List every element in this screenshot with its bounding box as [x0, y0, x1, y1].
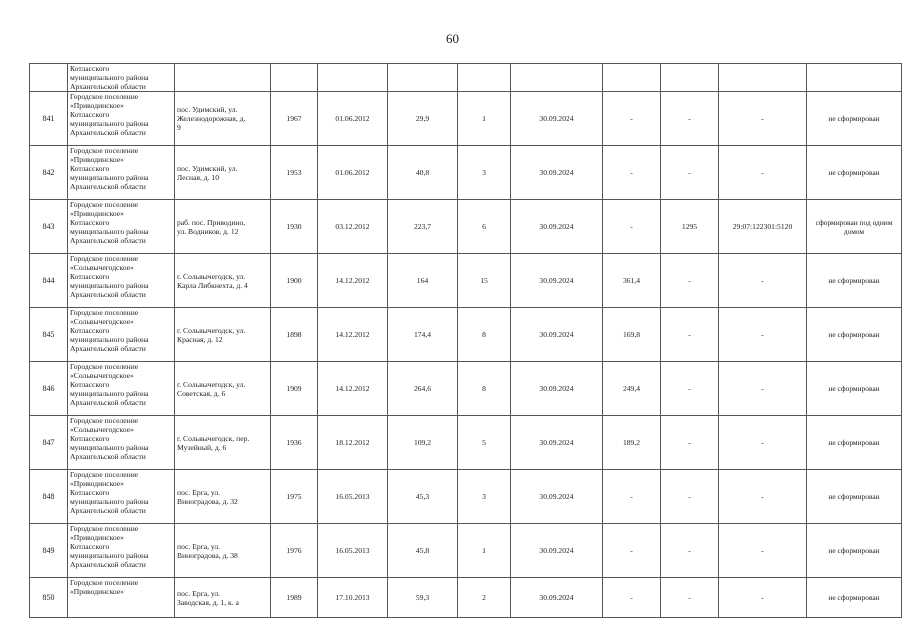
cell-date: 01.06.2012 [318, 146, 388, 200]
cell-status: сформирован под одним домом [807, 200, 902, 254]
cell-year: 1936 [271, 416, 318, 470]
cell-col9: 189,2 [603, 416, 661, 470]
cell-municipality-line: Архангельской области [70, 506, 146, 515]
cell-address [175, 362, 271, 416]
cell-date: 16.05.2013 [318, 470, 388, 524]
cell-number: 841 [30, 92, 68, 146]
cell-status: не сформирован [807, 362, 902, 416]
cell-municipality: Котласского муниципального района Архангельской области [68, 64, 175, 92]
table-row [30, 362, 902, 416]
table-row [30, 578, 902, 618]
cell-address [175, 578, 271, 618]
cell-municipality-line: Котласского [70, 542, 110, 551]
cell-date: 14.12.2012 [318, 254, 388, 308]
cell-status: не сформирован [807, 308, 902, 362]
cell-municipality [68, 524, 175, 578]
cell-people: 1 [458, 92, 511, 146]
cell-col10: - [661, 416, 719, 470]
cell-address-line: г. Сольвычегодск, ул. [177, 271, 246, 281]
cell-address-line: Железнодорожная, д. [177, 114, 246, 123]
cell-address-line: Лесная, д. 10 [177, 172, 220, 182]
cell-number: 847 [30, 416, 68, 470]
cell-municipality-line: Городское поселение [70, 470, 139, 479]
cell-address-line: г. Сольвычегодск, пер. [177, 433, 250, 443]
table-row [30, 146, 902, 200]
cell-number: 842 [30, 146, 68, 200]
cell-municipality-line: Архангельской области [70, 344, 146, 353]
cell-status: не сформирован [807, 470, 902, 524]
cell-cadastral: - [719, 416, 807, 470]
cell-status: не сформирован [807, 92, 902, 146]
cell-status: не сформирован [807, 146, 902, 200]
cell-deadline: 30.09.2024 [511, 254, 603, 308]
cell-deadline: 30.09.2024 [511, 308, 603, 362]
cell-year: 1930 [271, 200, 318, 254]
cell-municipality-line: Архангельской области [70, 182, 146, 191]
cell-area: 45,3 [388, 470, 458, 524]
cell-date: 17.10.2013 [318, 578, 388, 618]
cell-deadline: 30.09.2024 [511, 416, 603, 470]
cell-area: 29,9 [388, 92, 458, 146]
cell-people: 1 [458, 524, 511, 578]
cell-number: 849 [30, 524, 68, 578]
cell-address [175, 92, 271, 146]
cell-municipality-line: Котласского [70, 380, 110, 389]
cell-municipality [68, 470, 175, 524]
cell-date: 14.12.2012 [318, 308, 388, 362]
cell-col10: - [661, 524, 719, 578]
table-row-continued [30, 64, 902, 92]
cell-municipality-line: «Приводинское» [70, 101, 124, 110]
cell-municipality-line: муниципального района [70, 443, 149, 452]
cell-cadastral: - [719, 254, 807, 308]
cell-people: 15 [458, 254, 511, 308]
cell-address [175, 524, 271, 578]
cell-area: 264,6 [388, 362, 458, 416]
cell-people: 3 [458, 146, 511, 200]
cell-col9: - [603, 92, 661, 146]
cell-year: 1909 [271, 362, 318, 416]
cell-deadline: 30.09.2024 [511, 146, 603, 200]
table-row [30, 416, 902, 470]
cell-number: 846 [30, 362, 68, 416]
cell-municipality-line: Котласского [70, 434, 110, 443]
cell-municipality-line: муниципального района [70, 497, 149, 506]
cell-year: 1953 [271, 146, 318, 200]
cell-municipality [68, 416, 175, 470]
cell-col10: - [661, 578, 719, 618]
cell-municipality-line: муниципального района [70, 551, 149, 560]
cell-address [175, 416, 271, 470]
cell-col10: - [661, 146, 719, 200]
table-row [30, 470, 902, 524]
cell-people: 2 [458, 578, 511, 618]
cell-municipality-line: муниципального района [70, 173, 149, 182]
cell-people: 5 [458, 416, 511, 470]
cell-municipality-line: Котласского [70, 488, 110, 497]
cell-col9: - [603, 200, 661, 254]
cell-status: не сформирован [807, 254, 902, 308]
cell-col9: - [603, 524, 661, 578]
cell-municipality-line: Архангельской области [70, 236, 146, 245]
cell-col10: - [661, 92, 719, 146]
cell-area: 164 [388, 254, 458, 308]
cell-cadastral: - [719, 470, 807, 524]
cell-municipality-line: муниципального района [70, 119, 149, 128]
cell-municipality-line: «Сольвычегодское» [70, 371, 134, 380]
cell-address-line: пос. Ерга, ул. [177, 541, 221, 551]
cell-municipality-line: «Приводинское» [70, 155, 124, 164]
table-row [30, 524, 902, 578]
cell-municipality-line: Котласского [70, 164, 110, 173]
cell-municipality-line: Городское поселение [70, 362, 139, 371]
cell-people: 8 [458, 308, 511, 362]
cell-col9: 361,4 [603, 254, 661, 308]
table-row [30, 92, 902, 146]
cell-address-line: 9 [177, 123, 181, 132]
cell-cadastral: - [719, 578, 807, 618]
cell-col9: - [603, 146, 661, 200]
cell-status: не сформирован [807, 416, 902, 470]
cell-cadastral: - [719, 308, 807, 362]
cell-municipality-line: Котласского [70, 326, 110, 335]
cell-address [175, 146, 271, 200]
cell-col9: 169,8 [603, 308, 661, 362]
cell-number: 850 [30, 578, 68, 618]
cell-municipality-line: Архангельской области [70, 560, 146, 569]
cell-municipality-line: Котласского [70, 110, 110, 119]
cell-address-line: пос. Удимский, ул. [177, 163, 238, 173]
cell-municipality-line: муниципального района [70, 389, 149, 398]
cell-municipality [68, 308, 175, 362]
cell-municipality-line: Архангельской области [70, 398, 146, 407]
cell-municipality-line: Городское поселение [70, 92, 139, 101]
cell-date: 03.12.2012 [318, 200, 388, 254]
cell-address-line: раб. пос. Приводино, [177, 217, 246, 227]
cell-municipality-line: Городское поселение [70, 416, 139, 425]
cell-date: 14.12.2012 [318, 362, 388, 416]
cell-col9: 249,4 [603, 362, 661, 416]
cell-area: 45,8 [388, 524, 458, 578]
cell-municipality-line: муниципального района [70, 281, 149, 290]
cell-address [175, 254, 271, 308]
cell-area: 40,8 [388, 146, 458, 200]
cell-col10: - [661, 254, 719, 308]
cell-address-line: Красная, д. 12 [177, 334, 223, 344]
table-row [30, 254, 902, 308]
cell-municipality-line: Архангельской области [70, 128, 146, 137]
table-row [30, 308, 902, 362]
cell-col10: 1295 [661, 200, 719, 254]
cell-deadline: 30.09.2024 [511, 200, 603, 254]
cell-year: 1900 [271, 254, 318, 308]
cell-municipality-line: «Приводинское» [70, 533, 124, 542]
cell-area: 59,3 [388, 578, 458, 618]
cell-address-line: ул. Водников, д. 12 [177, 226, 239, 236]
cell-municipality-line: Архангельской области [70, 290, 146, 299]
cell-municipality-line: «Сольвычегодское» [70, 317, 134, 326]
cell-cadastral: 29:07:122301:5120 [719, 200, 807, 254]
cell-number: 845 [30, 308, 68, 362]
cell-year: 1989 [271, 578, 318, 618]
cell-municipality-line: «Приводинское» [70, 479, 124, 488]
cell-col9: - [603, 578, 661, 618]
cell-year: 1976 [271, 524, 318, 578]
cell-deadline: 30.09.2024 [511, 524, 603, 578]
cell-municipality [68, 92, 175, 146]
cell-area: 109,2 [388, 416, 458, 470]
table-row [30, 200, 902, 254]
cell-address-line: Виноградова, д. 38 [177, 550, 238, 560]
housing-table [29, 63, 902, 618]
cell-municipality [68, 362, 175, 416]
cell-cadastral: - [719, 362, 807, 416]
cell-municipality [68, 146, 175, 200]
cell-address [175, 470, 271, 524]
cell-municipality-line: Котласского [70, 272, 110, 281]
cell-people: 8 [458, 362, 511, 416]
page-number: 60 [446, 31, 459, 46]
cell-address-line: пос. Удимский, ул. [177, 105, 238, 114]
cell-address-line: Карла Либкнехта, д. 4 [177, 280, 248, 290]
cell-cadastral: - [719, 146, 807, 200]
cell-people: 3 [458, 470, 511, 524]
cell-address-line: пос. Ерга, ул. [177, 588, 221, 598]
cell-address-line: Виноградова, д. 32 [177, 496, 238, 506]
cell-number: 848 [30, 470, 68, 524]
cell-deadline: 30.09.2024 [511, 362, 603, 416]
cell-address-line: г. Сольвычегодск, ул. [177, 379, 246, 389]
cell-municipality-line: муниципального района [70, 227, 149, 236]
cell-address-line: Заводская, д. 1, к. а [177, 597, 239, 607]
cell-status: не сформирован [807, 524, 902, 578]
cell-year: 1967 [271, 92, 318, 146]
cell-address-line: пос. Ерга, ул. [177, 487, 221, 497]
cell-date: 01.06.2012 [318, 92, 388, 146]
cell-deadline: 30.09.2024 [511, 470, 603, 524]
cell-year: 1898 [271, 308, 318, 362]
cell-people: 6 [458, 200, 511, 254]
cell-municipality-line: Городское поселение [70, 578, 139, 587]
cell-municipality-line: Городское поселение [70, 254, 139, 263]
cell-date: 16.05.2013 [318, 524, 388, 578]
cell-municipality-line: Котласского [70, 218, 110, 227]
cell-municipality-line: Архангельской области [70, 452, 146, 461]
cell-address-line: Советская, д. 6 [177, 388, 226, 398]
cell-col9: - [603, 470, 661, 524]
cell-col10: - [661, 308, 719, 362]
cell-municipality-line: Городское поселение [70, 308, 139, 317]
cell-address [175, 308, 271, 362]
cell-cadastral: - [719, 524, 807, 578]
cell-area: 223,7 [388, 200, 458, 254]
cell-number: 843 [30, 200, 68, 254]
cell-municipality [68, 254, 175, 308]
cell-deadline: 30.09.2024 [511, 578, 603, 618]
cell-municipality-line: муниципального района [70, 335, 149, 344]
cell-status: не сформирован [807, 578, 902, 618]
cell-municipality-line: Городское поселение [70, 200, 139, 209]
cell-year: 1975 [271, 470, 318, 524]
cell-date: 18.12.2012 [318, 416, 388, 470]
cell-area: 174,4 [388, 308, 458, 362]
cell-municipality-line: «Приводинское» [70, 587, 124, 596]
cell-municipality [68, 200, 175, 254]
cell-municipality-line: «Сольвычегодское» [70, 263, 134, 272]
cell-number: 844 [30, 254, 68, 308]
cell-cadastral: - [719, 92, 807, 146]
cell-col10: - [661, 362, 719, 416]
cell-municipality-line: Городское поселение [70, 146, 139, 155]
cell-col10: - [661, 470, 719, 524]
cell-municipality-line: «Приводинское» [70, 209, 124, 218]
cell-municipality-line: Городское поселение [70, 524, 139, 533]
cell-address-line: г. Сольвычегодск, ул. [177, 325, 246, 335]
cell-address-line: Музейный, д. 6 [177, 442, 227, 452]
cell-deadline: 30.09.2024 [511, 92, 603, 146]
cell-address [175, 200, 271, 254]
cell-municipality [68, 578, 175, 618]
cell-municipality-line: «Сольвычегодское» [70, 425, 134, 434]
